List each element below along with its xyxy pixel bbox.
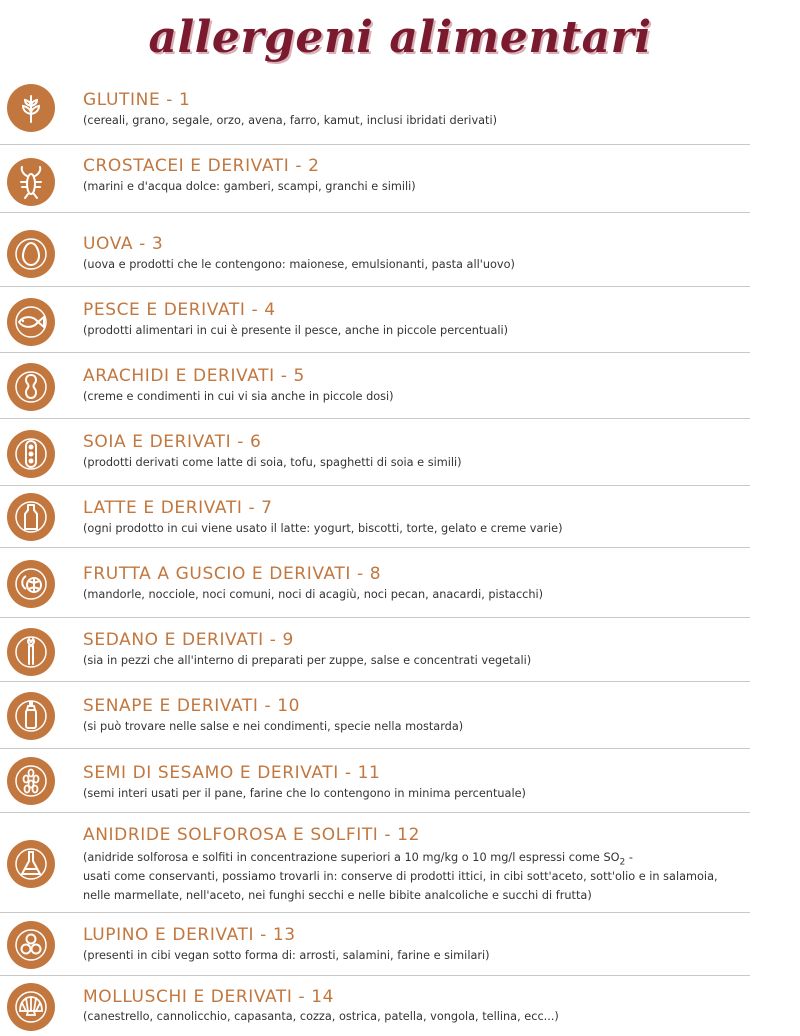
allergen-name: ARACHIDI E DERIVATI - 5 (83, 366, 305, 386)
row-divider (0, 212, 750, 213)
lupin-icon (7, 921, 55, 969)
lobster-icon (7, 158, 55, 206)
allergen-row-lupino (0, 913, 750, 976)
wheat-icon (7, 84, 55, 132)
milk-bottle-icon (7, 493, 55, 541)
allergen-description: (si può trovare nelle salse e nei condimenti, specie nella mostarda) (83, 720, 464, 733)
allergen-row-soia (0, 419, 750, 486)
page-title: allergeni alimentari (148, 12, 652, 63)
allergen-name: MOLLUSCHI E DERIVATI - 14 (83, 987, 335, 1007)
allergen-row-senape (0, 682, 750, 749)
allergen-row-sedano (0, 618, 750, 682)
allergen-name: SENAPE E DERIVATI - 10 (83, 696, 301, 716)
allergen-name: SEMI DI SESAMO E DERIVATI - 11 (83, 763, 381, 783)
allergen-row-molluschi (0, 976, 750, 1036)
soybean-icon (7, 430, 55, 478)
allergen-description: (mandorle, nocciole, noci comuni, noci di acagiù, noci pecan, anacardi, pistacchi) (83, 588, 544, 601)
allergen-description: (semi interi usati per il pane, farine che lo contengono in minima percentuale) (83, 787, 526, 800)
allergen-name: GLUTINE - 1 (83, 90, 191, 110)
allergen-row-glutine (0, 80, 750, 146)
allergen-description: (presenti in cibi vegan sotto forma di: arrosti, salamini, farine e similari) (83, 949, 490, 962)
allergen-row-latte (0, 486, 750, 548)
peanut-icon (7, 363, 55, 411)
row-divider (0, 144, 750, 145)
allergen-description: (canestrello, cannolicchio, capasanta, cozza, ostrica, patella, vongola, tellina, ecc...) (83, 1010, 559, 1023)
allergen-description-line-3: nelle marmellate, nell'aceto, nei funghi secchi e nelle bibite analcoliche e succhi di frutta) (83, 889, 592, 902)
allergen-row-crostacei (0, 146, 750, 214)
allergen-description-line-2: usati come conservanti, possiamo trovarli in: conserve di prodotti ittici, in cibi sott'aceto, sott'olio e in salamoia, (83, 870, 718, 883)
allergen-description-line-1: (anidride solforosa e solfiti in concentrazione superiori a 10 mg/kg o 10 mg/l espressi come $SO_2$ - (83, 851, 633, 868)
allergen-description: (marini e d'acqua dolce: gamberi, scampi, granchi e simili) (83, 180, 416, 193)
flask-icon (7, 840, 55, 888)
allergen-name: LUPINO E DERIVATI - 13 (83, 925, 296, 945)
allergen-row-pesce (0, 287, 750, 353)
nut-icon (7, 560, 55, 608)
allergen-name: FRUTTA A GUSCIO E DERIVATI - 8 (83, 564, 382, 584)
allergen-description: (cereali, grano, segale, orzo, avena, farro, kamut, inclusi ibridati derivati) (83, 114, 498, 127)
allergen-row-uova (0, 214, 750, 287)
allergen-name: ANIDRIDE SOLFOROSA E SOLFITI - 12 (83, 825, 420, 845)
allergen-name: PESCE E DERIVATI - 4 (83, 300, 276, 320)
allergen-description: (uova e prodotti che le contengono: maionese, emulsionanti, pasta all'uovo) (83, 258, 515, 271)
allergen-name: SEDANO E DERIVATI - 9 (83, 630, 294, 650)
allergen-row-sesamo (0, 749, 750, 813)
allergen-row-arachidi (0, 353, 750, 419)
allergen-name: SOIA E DERIVATI - 6 (83, 432, 262, 452)
fish-icon (7, 298, 55, 346)
allergen-name: UOVA - 3 (83, 234, 164, 254)
allergen-row-solfiti (0, 813, 750, 913)
allergen-name: CROSTACEI E DERIVATI - 2 (83, 156, 320, 176)
allergen-description: (prodotti derivati come latte di soia, tofu, spaghetti di soia e simili) (83, 456, 462, 469)
allergen-name: LATTE E DERIVATI - 7 (83, 498, 273, 518)
allergen-description: (ogni prodotto in cui viene usato il latte: yogurt, biscotti, torte, gelato e creme varie) (83, 522, 563, 535)
egg-icon (7, 230, 55, 278)
allergen-description: (prodotti alimentari in cui è presente il pesce, anche in piccole percentuali) (83, 324, 509, 337)
allergen-description: (sia in pezzi che all'interno di preparati per zuppe, salse e concentrati vegetali) (83, 654, 532, 667)
mustard-bottle-icon (7, 692, 55, 740)
sesame-icon (7, 757, 55, 805)
celery-icon (7, 628, 55, 676)
allergen-row-frutta-a-guscio (0, 548, 750, 618)
allergen-description: (creme e condimenti in cui vi sia anche in piccole dosi) (83, 390, 394, 403)
shell-icon (7, 983, 55, 1031)
